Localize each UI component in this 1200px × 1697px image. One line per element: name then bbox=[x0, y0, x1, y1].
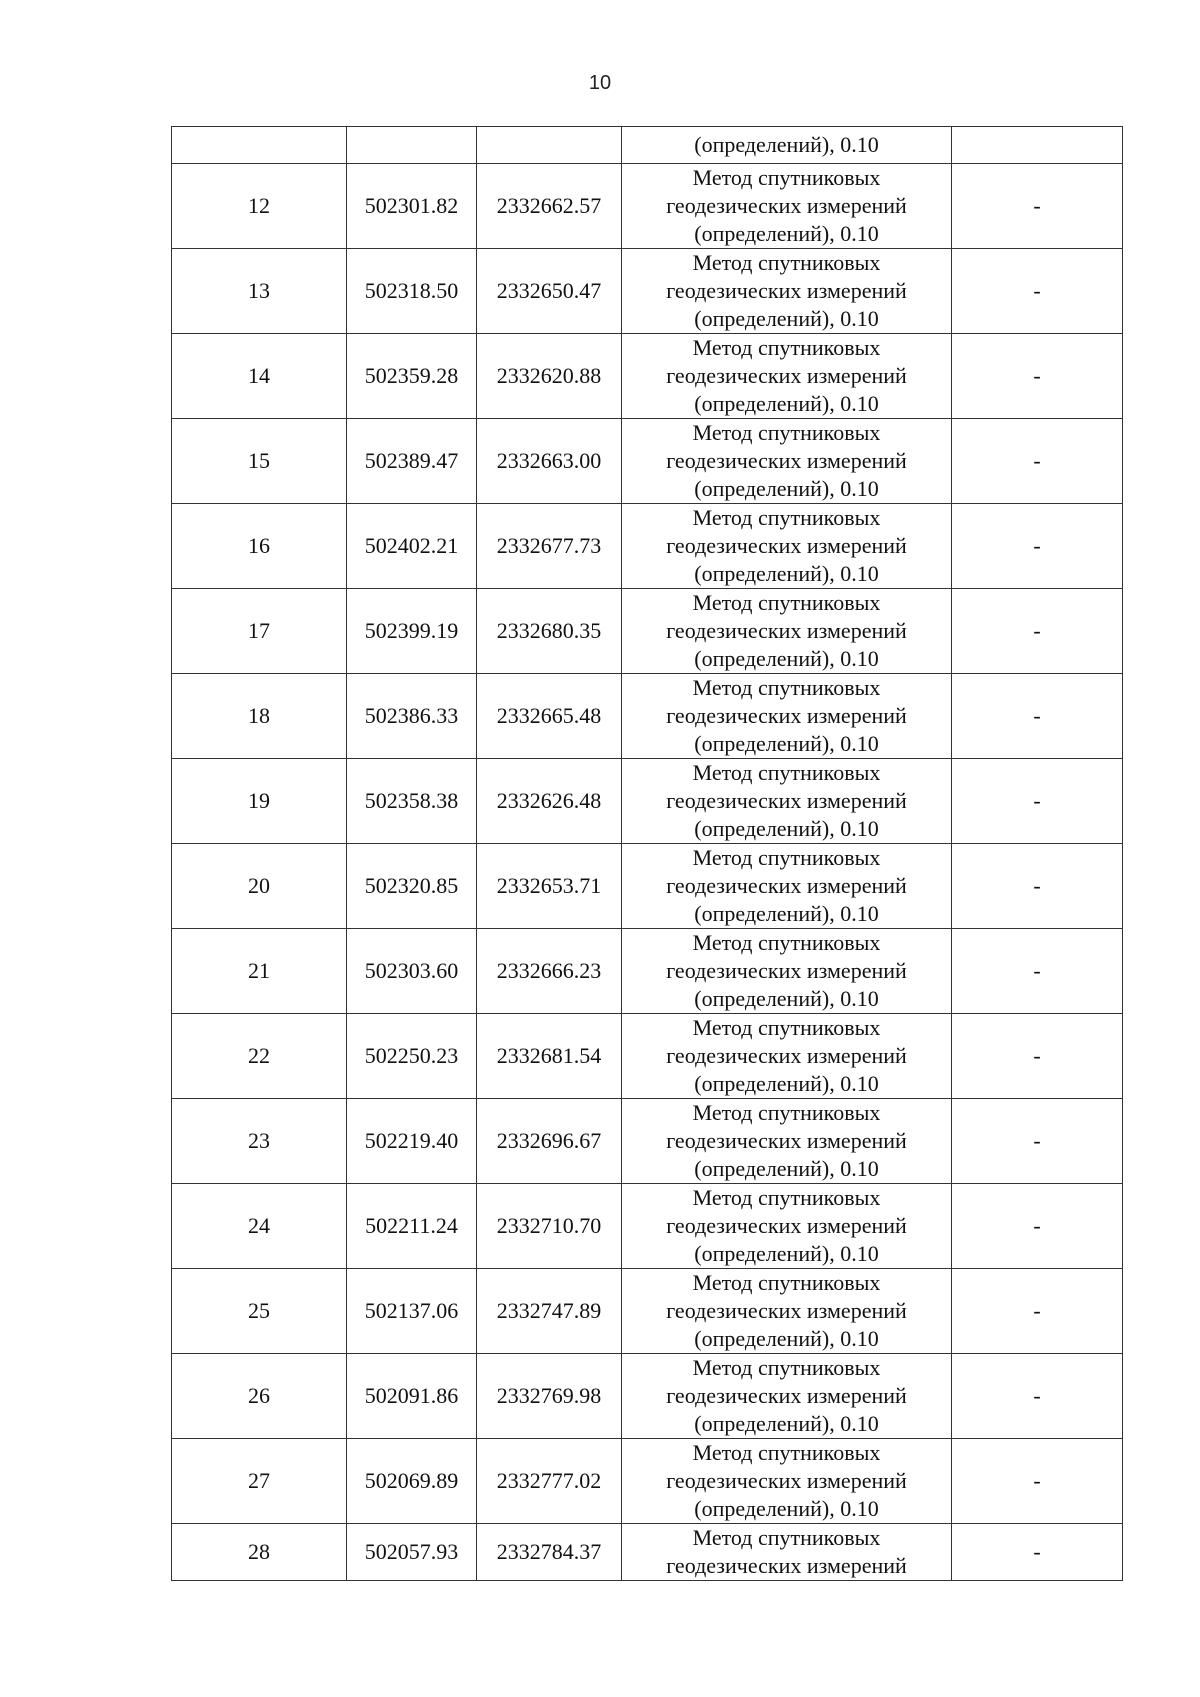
method-line: (определений), 0.10 bbox=[694, 391, 879, 416]
table-row-continued bbox=[172, 127, 1123, 164]
page-number: 10 bbox=[588, 72, 612, 94]
cell-note: - bbox=[952, 419, 1123, 504]
method-line: (определений), 0.10 bbox=[694, 1496, 879, 1521]
cell-method bbox=[622, 164, 952, 249]
method-line: Метод спутниковых bbox=[692, 845, 881, 870]
cell-y: 2332680.35 bbox=[477, 589, 622, 674]
method-line: геодезических измерений bbox=[666, 193, 907, 218]
table-row bbox=[172, 334, 1123, 419]
cell-number: 23 bbox=[172, 1099, 347, 1184]
method-line: геодезических измерений bbox=[666, 958, 907, 983]
cell-method bbox=[622, 1014, 952, 1099]
cell-number: 18 bbox=[172, 674, 347, 759]
cell-number: 15 bbox=[172, 419, 347, 504]
method-line: Метод спутниковых bbox=[692, 420, 881, 445]
method-line: Метод спутниковых bbox=[692, 1270, 881, 1295]
table-row bbox=[172, 164, 1123, 249]
method-line: (определений), 0.10 bbox=[694, 1241, 879, 1266]
cell-x: 502389.47 bbox=[347, 419, 477, 504]
cell-y: 2332653.71 bbox=[477, 844, 622, 929]
cell-x: 502137.06 bbox=[347, 1269, 477, 1354]
cell-number bbox=[172, 127, 347, 164]
cell-y: 2332662.57 bbox=[477, 164, 622, 249]
cell-note: - bbox=[952, 1439, 1123, 1524]
cell-x: 502399.19 bbox=[347, 589, 477, 674]
method-wrap bbox=[622, 1524, 951, 1580]
table-row bbox=[172, 1099, 1123, 1184]
cell-number: 12 bbox=[172, 164, 347, 249]
cell-note: - bbox=[952, 334, 1123, 419]
cell-x: 502301.82 bbox=[347, 164, 477, 249]
cell-note: - bbox=[952, 589, 1123, 674]
cell-note: - bbox=[952, 759, 1123, 844]
cell-number: 20 bbox=[172, 844, 347, 929]
method-line: геодезических измерений bbox=[666, 1043, 907, 1068]
cell-method bbox=[622, 504, 952, 589]
method-line: Метод спутниковых bbox=[692, 335, 881, 360]
table-row bbox=[172, 1184, 1123, 1269]
cell-y: 2332650.47 bbox=[477, 249, 622, 334]
cell-number: 21 bbox=[172, 929, 347, 1014]
method-line: Метод спутниковых bbox=[692, 930, 881, 955]
method-line: (определений), 0.10 bbox=[694, 476, 879, 501]
method-line: Метод спутниковых bbox=[692, 590, 881, 615]
method-line: (определений), 0.10 bbox=[694, 1071, 879, 1096]
cell-x bbox=[347, 127, 477, 164]
cell-method bbox=[622, 249, 952, 334]
cell-y: 2332666.23 bbox=[477, 929, 622, 1014]
cell-note: - bbox=[952, 844, 1123, 929]
cell-x: 502386.33 bbox=[347, 674, 477, 759]
method-line: (определений), 0.10 bbox=[694, 901, 879, 926]
cell-number: 14 bbox=[172, 334, 347, 419]
cell-number: 24 bbox=[172, 1184, 347, 1269]
method-line: геодезических измерений bbox=[666, 533, 907, 558]
method-line: геодезических измерений bbox=[666, 1553, 907, 1578]
cell-x: 502211.24 bbox=[347, 1184, 477, 1269]
cell-x: 502091.86 bbox=[347, 1354, 477, 1439]
cell-note bbox=[952, 127, 1123, 164]
method-line: геодезических измерений bbox=[666, 1298, 907, 1323]
method-line: (определений), 0.10 bbox=[694, 731, 879, 756]
cell-note: - bbox=[952, 1354, 1123, 1439]
method-line: Метод спутниковых bbox=[692, 675, 881, 700]
cell-note: - bbox=[952, 164, 1123, 249]
method-line: (определений), 0.10 bbox=[694, 646, 879, 671]
method-line: геодезических измерений bbox=[666, 1468, 907, 1493]
cell-number: 26 bbox=[172, 1354, 347, 1439]
method-line: Метод спутниковых bbox=[692, 505, 881, 530]
method-line: геодезических измерений bbox=[666, 278, 907, 303]
method-line: Метод спутниковых bbox=[692, 250, 881, 275]
method-line: Метод спутниковых bbox=[692, 1355, 881, 1380]
cell-y bbox=[477, 127, 622, 164]
table-row bbox=[172, 1354, 1123, 1439]
method-line: (определений), 0.10 bbox=[694, 132, 879, 157]
cell-method bbox=[622, 1269, 952, 1354]
cell-note: - bbox=[952, 504, 1123, 589]
cell-method bbox=[622, 1354, 952, 1439]
method-line: геодезических измерений bbox=[666, 873, 907, 898]
cell-note: - bbox=[952, 249, 1123, 334]
cell-y: 2332769.98 bbox=[477, 1354, 622, 1439]
cell-note: - bbox=[952, 1099, 1123, 1184]
cell-y: 2332777.02 bbox=[477, 1439, 622, 1524]
table-row bbox=[172, 249, 1123, 334]
cell-method bbox=[622, 1524, 952, 1581]
cell-x: 502250.23 bbox=[347, 1014, 477, 1099]
method-line: Метод спутниковых bbox=[692, 165, 881, 190]
cell-method bbox=[622, 1184, 952, 1269]
cell-y: 2332663.00 bbox=[477, 419, 622, 504]
method-line: (определений), 0.10 bbox=[694, 1156, 879, 1181]
cell-method bbox=[622, 674, 952, 759]
method-line: (определений), 0.10 bbox=[694, 306, 879, 331]
cell-note: - bbox=[952, 1184, 1123, 1269]
method-line: (определений), 0.10 bbox=[694, 986, 879, 1011]
table-row bbox=[172, 1439, 1123, 1524]
method-line: геодезических измерений bbox=[666, 1383, 907, 1408]
cell-x: 502402.21 bbox=[347, 504, 477, 589]
method-line: Метод спутниковых bbox=[692, 1015, 881, 1040]
cell-note: - bbox=[952, 1269, 1123, 1354]
cell-x: 502303.60 bbox=[347, 929, 477, 1014]
cell-number: 19 bbox=[172, 759, 347, 844]
method-line: геодезических измерений bbox=[666, 1213, 907, 1238]
cell-note: - bbox=[952, 929, 1123, 1014]
cell-number: 17 bbox=[172, 589, 347, 674]
cell-x: 502359.28 bbox=[347, 334, 477, 419]
cell-x: 502318.50 bbox=[347, 249, 477, 334]
cell-x: 502358.38 bbox=[347, 759, 477, 844]
cell-y: 2332784.37 bbox=[477, 1524, 622, 1581]
table-row bbox=[172, 419, 1123, 504]
cell-method bbox=[622, 589, 952, 674]
method-line: геодезических измерений bbox=[666, 448, 907, 473]
table-row bbox=[172, 674, 1123, 759]
cell-y: 2332681.54 bbox=[477, 1014, 622, 1099]
cell-y: 2332665.48 bbox=[477, 674, 622, 759]
method-line: геодезических измерений bbox=[666, 1128, 907, 1153]
cell-number: 25 bbox=[172, 1269, 347, 1354]
table-row bbox=[172, 1014, 1123, 1099]
cell-method bbox=[622, 334, 952, 419]
method-line: Метод спутниковых bbox=[692, 760, 881, 785]
cell-y: 2332677.73 bbox=[477, 504, 622, 589]
cell-method bbox=[622, 844, 952, 929]
method-line: (определений), 0.10 bbox=[694, 221, 879, 246]
method-line: (определений), 0.10 bbox=[694, 561, 879, 586]
cell-y: 2332710.70 bbox=[477, 1184, 622, 1269]
cell-number: 28 bbox=[172, 1524, 347, 1581]
cell-method bbox=[622, 929, 952, 1014]
cell-note: - bbox=[952, 1524, 1123, 1581]
method-line: Метод спутниковых bbox=[692, 1100, 881, 1125]
cell-number: 16 bbox=[172, 504, 347, 589]
method-line: (определений), 0.10 bbox=[694, 1326, 879, 1351]
cell-method bbox=[622, 419, 952, 504]
cell-method bbox=[622, 1439, 952, 1524]
coordinates-table bbox=[171, 126, 1123, 1581]
table-row bbox=[172, 1269, 1123, 1354]
cell-number: 13 bbox=[172, 249, 347, 334]
cell-method bbox=[622, 127, 952, 164]
table-row bbox=[172, 504, 1123, 589]
cell-y: 2332696.67 bbox=[477, 1099, 622, 1184]
method-line: геодезических измерений bbox=[666, 703, 907, 728]
method-line: Метод спутниковых bbox=[692, 1440, 881, 1465]
table-row bbox=[172, 1524, 1123, 1581]
cell-y: 2332620.88 bbox=[477, 334, 622, 419]
method-line: (определений), 0.10 bbox=[694, 816, 879, 841]
cell-y: 2332626.48 bbox=[477, 759, 622, 844]
cell-y: 2332747.89 bbox=[477, 1269, 622, 1354]
cell-note: - bbox=[952, 1014, 1123, 1099]
cell-x: 502057.93 bbox=[347, 1524, 477, 1581]
method-line: Метод спутниковых bbox=[692, 1525, 881, 1550]
cell-method bbox=[622, 759, 952, 844]
table-row bbox=[172, 759, 1123, 844]
cell-number: 22 bbox=[172, 1014, 347, 1099]
cell-method bbox=[622, 1099, 952, 1184]
cell-note: - bbox=[952, 674, 1123, 759]
method-line: Метод спутниковых bbox=[692, 1185, 881, 1210]
method-line: (определений), 0.10 bbox=[694, 1411, 879, 1436]
table-row bbox=[172, 929, 1123, 1014]
method-line: геодезических измерений bbox=[666, 363, 907, 388]
cell-x: 502069.89 bbox=[347, 1439, 477, 1524]
table-row bbox=[172, 844, 1123, 929]
cell-number: 27 bbox=[172, 1439, 347, 1524]
cell-x: 502320.85 bbox=[347, 844, 477, 929]
cell-x: 502219.40 bbox=[347, 1099, 477, 1184]
method-line: геодезических измерений bbox=[666, 788, 907, 813]
table-row bbox=[172, 589, 1123, 674]
method-line: геодезических измерений bbox=[666, 618, 907, 643]
